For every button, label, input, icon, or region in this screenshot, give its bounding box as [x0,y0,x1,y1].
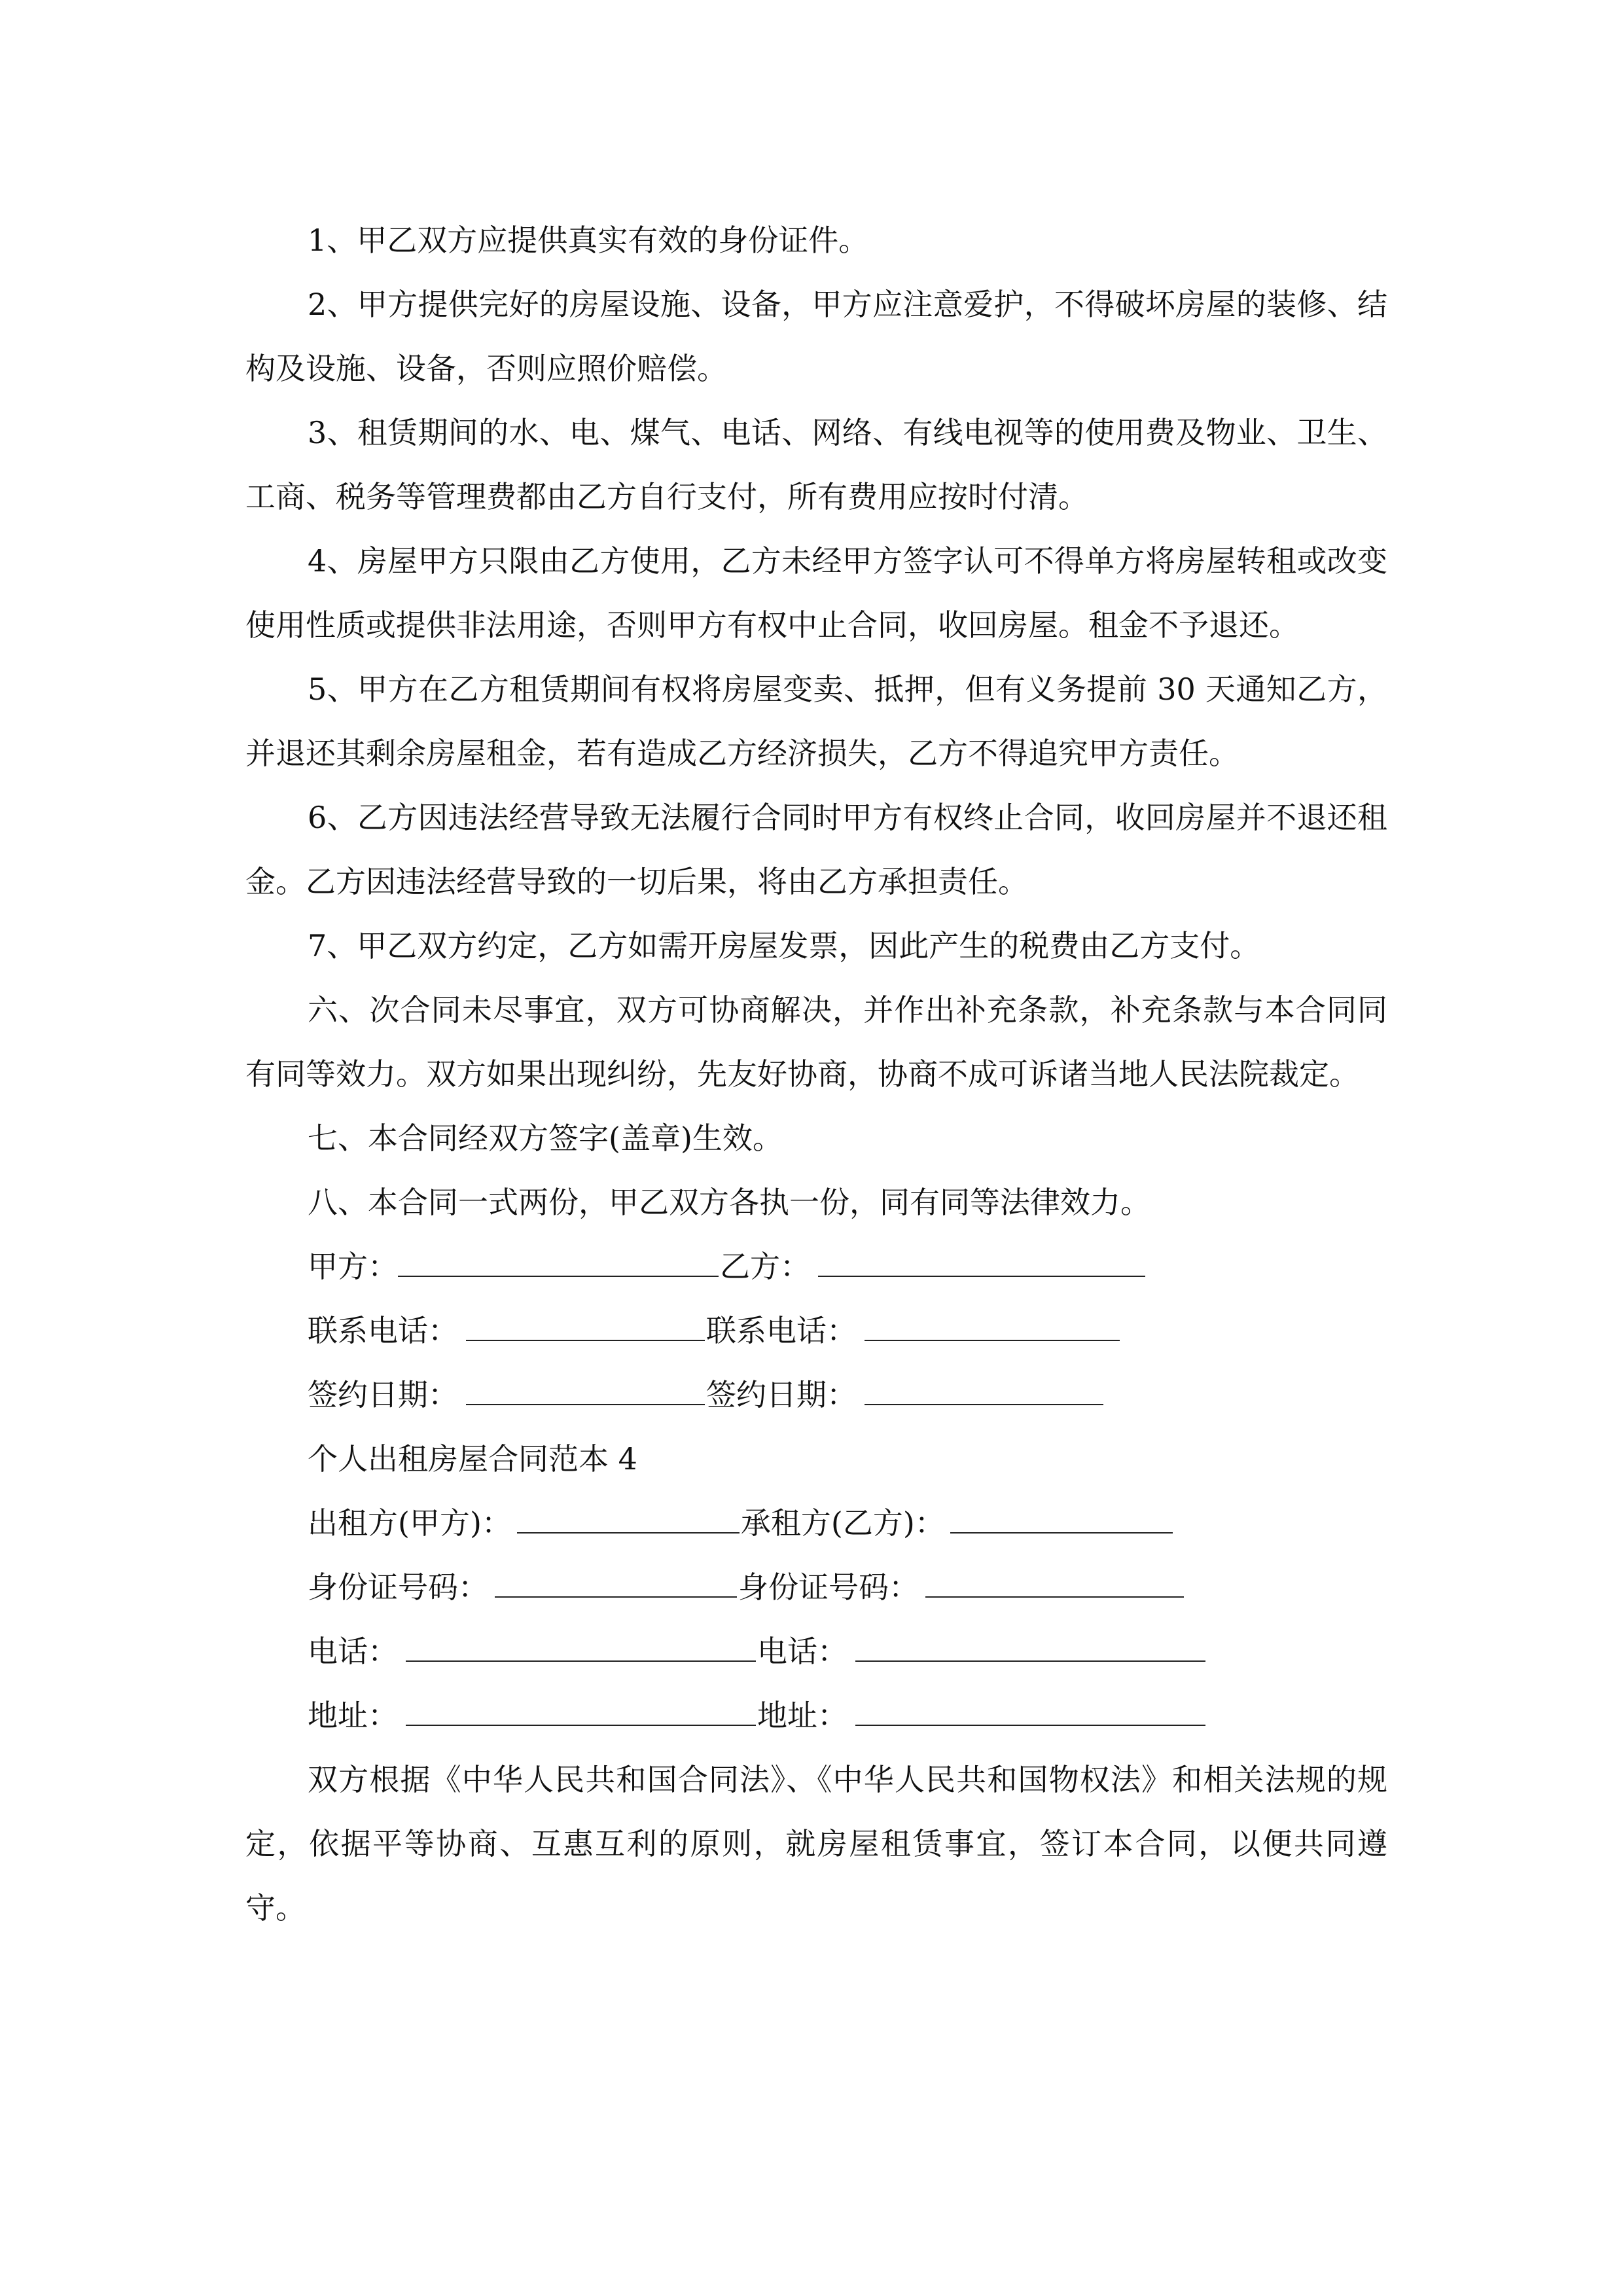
lessor-label: 出租方(甲方)： [308,1505,512,1541]
party-row-names [245,1491,1387,1555]
clause-3: 3、租赁期间的水、电、煤气、电话、网络、有线电视等的使用费及物业、卫生、工商、税务等管理费都由乙方自行支付，所有费用应按时付清。 [245,415,1387,514]
lessor-phone-label: 电话： [308,1634,398,1669]
lessee-phone-label: 电话： [757,1634,847,1669]
article-8: 八、本合同一式两份，甲乙双方各执一份，同有同等法律效力。 [308,1185,1150,1220]
article-7: 七、本合同经双方签字(盖章)生效。 [308,1121,783,1156]
clause-5: 5、甲方在乙方租赁期间有权将房屋变卖、抵押，但有义务提前 30 天通知乙方，并退还其剩余房屋租金，若有造成乙方经济损失，乙方不得追究甲方责任。 [245,672,1387,771]
party-row-address [245,1683,1387,1748]
lessee-label: 承租方(乙方)： [740,1505,945,1541]
clause-7: 7、甲乙双方约定，乙方如需开房屋发票，因此产生的税费由乙方支付。 [308,928,1260,963]
party-b-date-blank[interactable] [865,1403,1103,1405]
contract-4-preamble: 双方根据《中华人民共和国合同法》、《中华人民共和国物权法》和相关法规的规定，依据平等协商、互惠互利的原则，就房屋租赁事宜，签订本合同，以便共同遵守。 [245,1762,1387,1926]
party-a-date-label: 签约日期： [308,1377,458,1412]
lessor-address-label: 地址： [308,1698,398,1733]
party-b-phone-label: 联系电话： [706,1313,857,1348]
lessor-phone-blank[interactable] [406,1660,756,1662]
clause-1: 1、甲乙双方应提供真实有效的身份证件。 [308,223,869,258]
party-a-phone-blank[interactable] [466,1339,705,1341]
party-b-label: 乙方： [720,1249,810,1284]
party-a-phone-label: 联系电话： [308,1313,458,1348]
lessee-id-blank[interactable] [925,1596,1184,1598]
document-page [245,208,1387,1940]
clause-2: 2、甲方提供完好的房屋设施、设备，甲方应注意爱护，不得破坏房屋的装修、结构及设施、设备，否则应照价赔偿。 [245,287,1387,386]
party-a-date-blank[interactable] [466,1403,705,1405]
lessee-id-label: 身份证号码： [738,1570,919,1605]
party-row-id [245,1555,1387,1619]
signature-row-phone [245,1299,1387,1363]
party-b-signature-blank[interactable] [818,1275,1145,1277]
party-b-date-label: 签约日期： [706,1377,857,1412]
lessor-address-blank[interactable] [406,1724,756,1726]
lessor-id-blank[interactable] [495,1596,737,1598]
lessee-address-label: 地址： [757,1698,847,1733]
signature-row-date [245,1363,1387,1427]
clause-6: 6、乙方因违法经营导致无法履行合同时甲方有权终止合同，收回房屋并不退还租金。乙方因违法经营导致的一切后果，将由乙方承担责任。 [245,800,1387,899]
party-a-label: 甲方： [308,1249,398,1284]
lessee-phone-blank[interactable] [855,1660,1205,1662]
lessor-id-label: 身份证号码： [308,1570,488,1605]
party-b-phone-blank[interactable] [865,1339,1120,1341]
lessor-blank[interactable] [517,1532,740,1534]
party-a-signature-blank[interactable] [398,1275,719,1277]
signature-row-party [245,1234,1387,1299]
contract-4-title: 个人出租房屋合同范本 4 [308,1441,637,1477]
clause-4: 4、房屋甲方只限由乙方使用，乙方未经甲方签字认可不得单方将房屋转租或改变使用性质或提供非法用途，否则甲方有权中止合同，收回房屋。租金不予退还。 [245,543,1387,643]
party-row-phone [245,1619,1387,1683]
lessee-blank[interactable] [950,1532,1173,1534]
lessee-address-blank[interactable] [855,1724,1205,1726]
article-6: 六、次合同未尽事宜，双方可协商解决，并作出补充条款，补充条款与本合同同有同等效力。双方如果出现纠纷，先友好协商，协商不成可诉诸当地人民法院裁定。 [245,992,1387,1092]
